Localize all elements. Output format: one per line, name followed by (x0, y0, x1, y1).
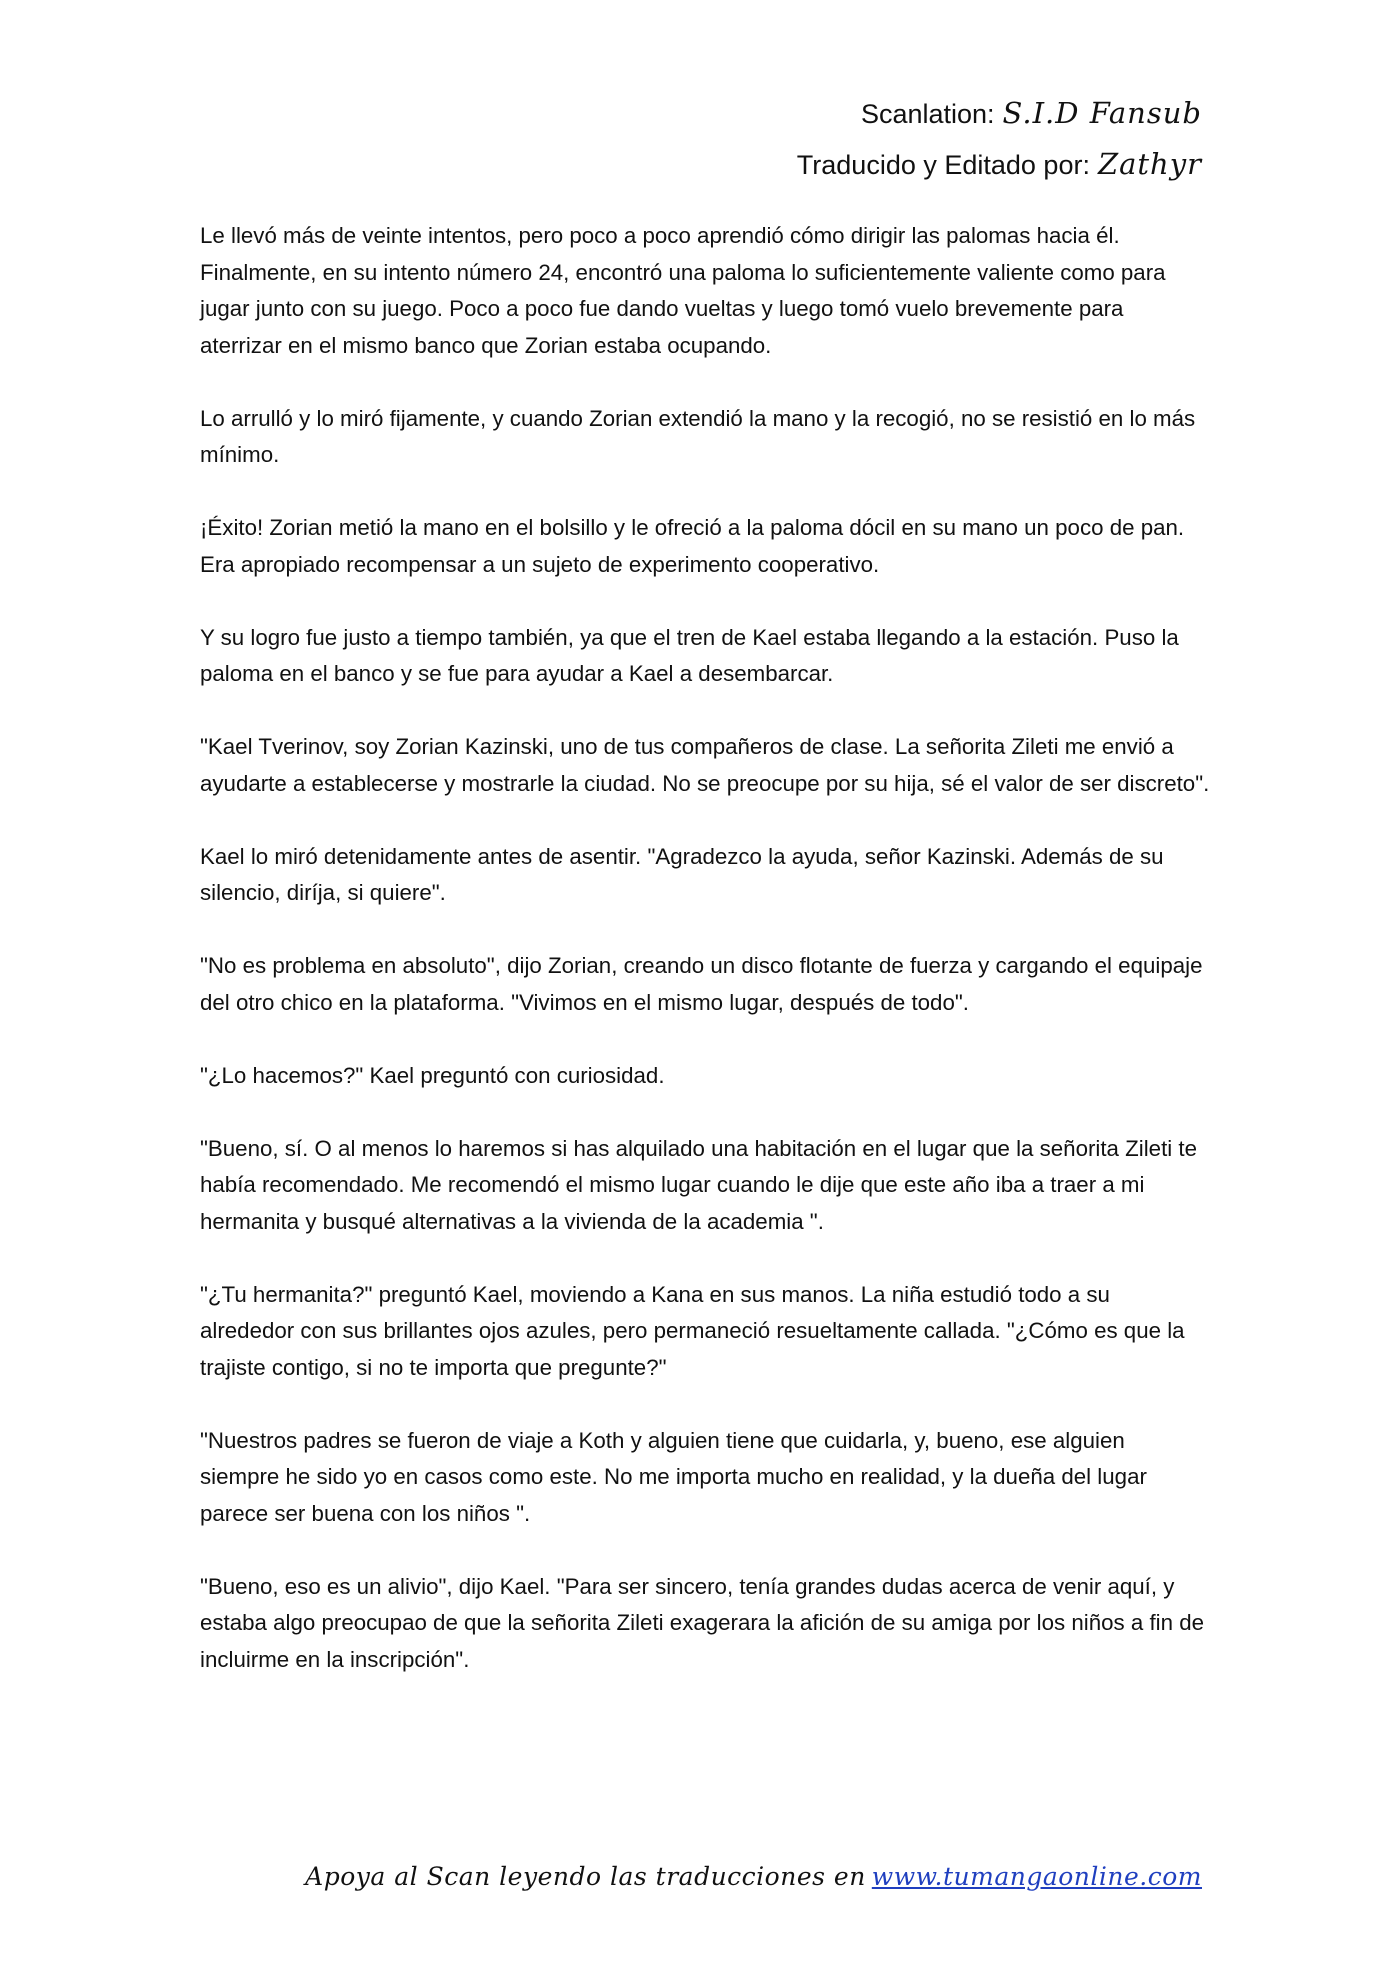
paragraph: Lo arrulló y lo miró fijamente, y cuando Zorian extendió la mano y la recogió, no se resistió en lo más mínimo. (200, 405, 1196, 467)
paragraph: "No es problema en absoluto", dijo Zorian, creando un disco flotante de fuerza y cargando el equipaje del otro chico en la plataforma. "Vivimos en el mismo lugar, después de todo". (200, 953, 1203, 1015)
paragraph: "Kael Tverinov, soy Zorian Kazinski, uno de tus compañeros de clase. La señorita Zileti me envió a ayudarte a establecerse y mostrarle la ciudad. No se preocupe por su hija, sé el valor de ser discreto". (200, 734, 1210, 796)
footer-text: Apoya al Scan leyendo las traducciones en (305, 1862, 866, 1891)
translator-name: Zathyr (1097, 147, 1202, 181)
paragraph: ¡Éxito! Zorian metió la mano en el bolsillo y le ofreció a la paloma dócil en su mano un poco de pan. Era apropiado recompensar a un sujeto de experimento cooperativo. (200, 515, 1185, 577)
paragraph: Y su logro fue justo a tiempo también, ya que el tren de Kael estaba llegando a la estación. Puso la paloma en el banco y se fue para ayudar a Kael a desembarcar. (200, 624, 1179, 686)
translator-credit (797, 139, 1202, 190)
story-text (200, 218, 1210, 1678)
paragraph: "Bueno, sí. O al menos lo haremos si has alquilado una habitación en el lugar que la señorita Zileti te había recomendado. Me recomendó el mismo lugar cuando le dije que este año iba a traer a mi hermanita y busqué alternativas a la vivienda de la academia ". (200, 1135, 1198, 1234)
paragraph: Kael lo miró detenidamente antes de asentir. "Agradezco la ayuda, señor Kazinski. Además de su silencio, diríja, si quiere". (200, 843, 1164, 905)
scanlation-group-name: S.I.D Fansub (1002, 96, 1202, 130)
paragraph: "Nuestros padres se fueron de viaje a Koth y alguien tiene que cuidarla, y, bueno, ese alguien siempre he sido yo en casos como este. No me importa mucho en realidad, y la dueña del lugar parece ser buena con los niños ". (200, 1427, 1147, 1526)
paragraph: "Bueno, eso es un alivio", dijo Kael. "Para ser sincero, tenía grandes dudas acerca de venir aquí, y estaba algo preocupao de que la señorita Zileti exagerara la afición de su amiga por los niños a fin de incluirme en la inscripción". (200, 1573, 1205, 1672)
footer-website-link[interactable]: www.tumangaonline.com (871, 1862, 1202, 1891)
credits-block (797, 88, 1202, 190)
scanlation-credit (797, 88, 1202, 139)
translator-label: Traducido y Editado por: (796, 150, 1090, 180)
paragraph: Le llevó más de veinte intentos, pero poco a poco aprendió cómo dirigir las palomas hacia él. Finalmente, en su intento número 24, encontró una paloma lo suficientemente valiente como para jugar junto con su juego. Poco a poco fue dando vueltas y luego tomó vuelo brevemente para aterrizar en el mismo banco que Zorian estaba ocupando. (200, 223, 1166, 358)
paragraph: "¿Tu hermanita?" preguntó Kael, moviendo a Kana en sus manos. La niña estudió todo a su alrededor con sus brillantes ojos azules, pero permaneció resueltamente callada. "¿Cómo es que la trajiste contigo, si no te importa que pregunte?" (200, 1281, 1185, 1380)
footer-support-note (305, 1862, 1202, 1891)
paragraph: "¿Lo hacemos?" Kael preguntó con curiosidad. (200, 1062, 665, 1088)
scanlation-label: Scanlation: (860, 99, 995, 129)
